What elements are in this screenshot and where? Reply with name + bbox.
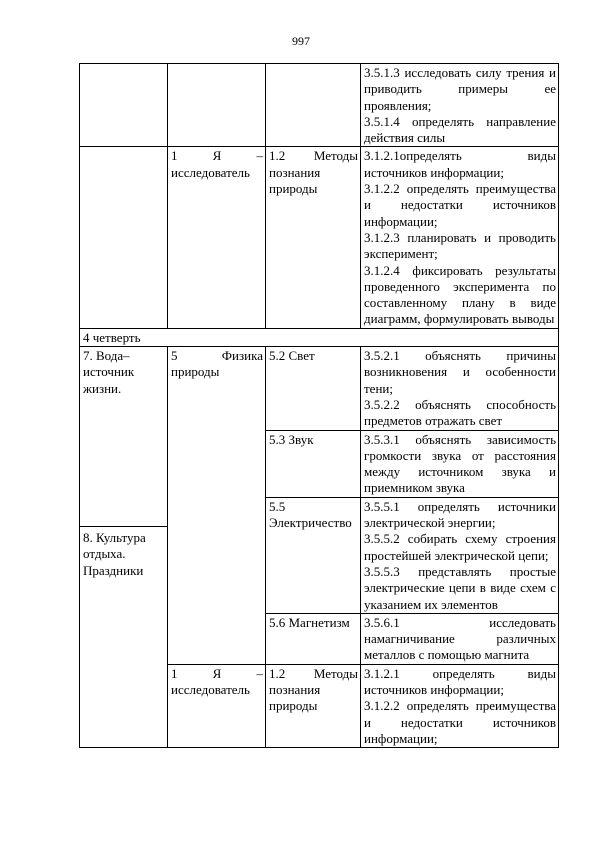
topic-label: 5.3 Звук	[269, 431, 314, 447]
outcome-text: 3.5.5.3 представлять простые электрические цепи в виде схем с указанием их элементов	[364, 563, 556, 612]
curriculum-table	[79, 63, 559, 748]
outcome-text: 3.5.1.4 определять направление действия силы	[364, 113, 556, 146]
theme-cell	[80, 347, 168, 748]
quarter-label: 4 четверть	[80, 328, 559, 346]
section-label: 1 Я – исследователь	[171, 148, 263, 180]
section-cell	[168, 347, 266, 665]
outcome-text: 3.5.6.1 исследовать намагничивание различных металлов с помощью магнита	[364, 614, 556, 663]
section-cell	[168, 147, 266, 328]
topic-label: 5.5 Электричество	[269, 498, 352, 531]
topic-label: 5.2 Свет	[269, 348, 315, 364]
quarter-row	[80, 328, 559, 346]
topic-cell	[266, 347, 361, 430]
topic-cell	[266, 497, 361, 613]
section-cell	[168, 64, 266, 147]
topic-cell	[266, 430, 361, 497]
theme-7-label: 7. Вода–источник жизни.	[80, 347, 167, 527]
outcome-text: 3.1.2.1определять виды источников информации;	[364, 148, 556, 180]
outcome-text: 3.1.2.2 определять преимущества и недостатки источников информации;	[364, 698, 556, 746]
table-row	[80, 147, 559, 328]
outcome-text: 3.5.2.2 объяснять способность предметов отражать свет	[364, 396, 556, 429]
outcome-text: 3.5.5.2 собирать схему строения простейшей электрической цепи;	[364, 531, 556, 563]
theme-8-label: 8. Культура отдыха. Праздники	[83, 530, 146, 578]
table-row	[80, 347, 559, 430]
outcomes-cell	[361, 64, 559, 147]
topic-label: 5.6 Магнетизм	[269, 614, 350, 630]
outcome-text: 3.5.3.1 объяснять зависимость громкости звука от расстояния между источником звука и приемником звука	[364, 431, 556, 496]
theme-cell	[80, 147, 168, 328]
section-label: 1 Я – исследователь	[171, 665, 263, 697]
theme-cell	[80, 64, 168, 147]
page-number: 997	[292, 34, 310, 48]
section-cell	[168, 664, 266, 747]
outcome-text: 3.1.2.4 фиксировать результаты проведенного эксперимента по составленному плану в виде диаграмм, формулировать выводы	[364, 262, 556, 327]
topic-cell	[266, 64, 361, 147]
outcome-text: 3.1.2.2 определять преимущества и недостатки источников информации;	[364, 181, 556, 229]
outcome-text: 3.1.2.1 определять виды источников информации;	[364, 665, 556, 697]
section-label: 5 Физика природы	[171, 348, 263, 380]
outcomes-cell	[361, 147, 559, 328]
topic-cell	[266, 147, 361, 328]
topic-cell	[266, 664, 361, 747]
outcomes-cell	[361, 664, 559, 747]
outcome-text: 3.1.2.3 планировать и проводить эксперимент;	[364, 229, 556, 262]
outcome-text: 3.5.5.1 определять источники электрической энергии;	[364, 498, 556, 531]
outcomes-cell	[361, 347, 559, 430]
topic-label: 1.2 Методы познания природы	[269, 148, 358, 197]
topic-label: 1.2 Методы познания природы	[269, 665, 358, 714]
outcomes-cell	[361, 497, 559, 613]
outcomes-cell	[361, 613, 559, 664]
outcome-text: 3.5.2.1 объяснять причины возникновения и особенности тени;	[364, 348, 556, 396]
topic-cell	[266, 613, 361, 664]
table-row	[80, 64, 559, 147]
outcomes-cell	[361, 430, 559, 497]
outcome-text: 3.5.1.3 исследовать силу трения и приводить примеры ее проявления;	[364, 65, 556, 113]
